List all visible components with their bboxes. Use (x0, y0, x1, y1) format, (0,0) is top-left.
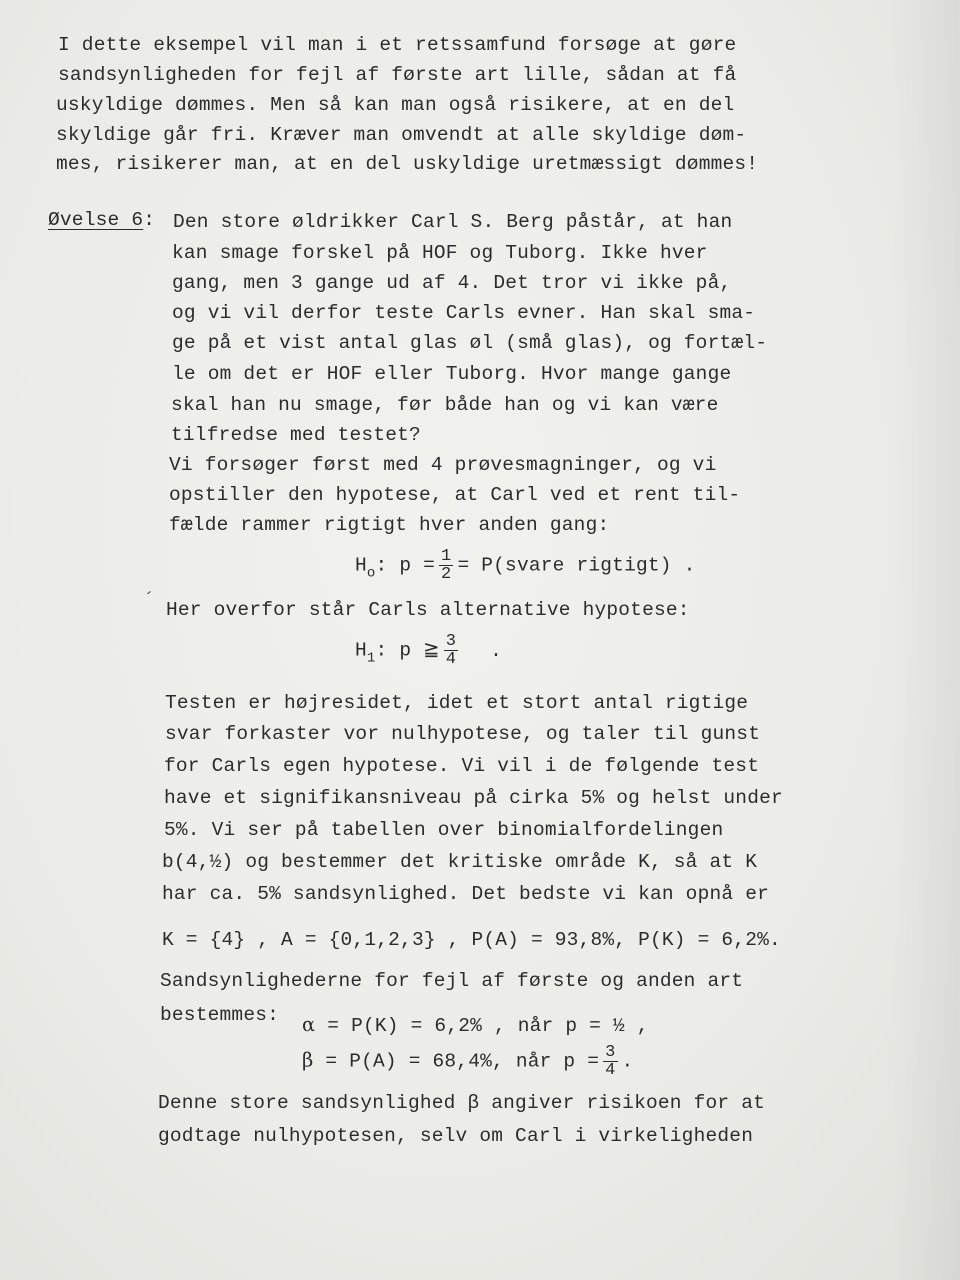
h1-denominator: 4 (445, 650, 457, 669)
paragraph-1-line-3: uskyldige dømmes. Men så kan man også risikere, at en del (56, 94, 735, 116)
h0-mid: : p = (375, 554, 436, 577)
exercise-line-8: tilfredse med testet? (171, 424, 421, 446)
h0-fraction (439, 548, 453, 583)
h1-symbol: H (355, 639, 367, 662)
alpha-text: = P(K) = 6,2% , når p = ½ , (315, 1015, 649, 1037)
exercise-line-1: Den store øldrikker Carl S. Berg påstår, at han (173, 211, 733, 233)
h0-tail: = P(svare rigtigt) . (457, 554, 696, 577)
beta-tail: . (621, 1050, 634, 1073)
margin-mark: ´ (143, 590, 156, 613)
h0-formula (355, 548, 695, 586)
h1-relation: ≧ (423, 637, 440, 661)
paragraph-4-line-1: Denne store sandsynlighed β angiver risikoen for at (158, 1092, 765, 1114)
paragraph-2-line-4: have et signifikansniveau på cirka 5% og helst under (164, 787, 783, 809)
alternative-hypothesis-line: Her overfor står Carls alternative hypotese: (166, 599, 690, 621)
beta-symbol: β (302, 1048, 314, 1072)
exercise-line-10: opstiller den hypotese, at Carl ved et rent til- (169, 484, 741, 506)
exercise-line-3: gang, men 3 gange ud af 4. Det tror vi ikke på, (172, 272, 732, 294)
paragraph-2-line-7: har ca. 5% sandsynlighed. Det bedste vi kan opnå er (162, 883, 769, 905)
h0-numerator: 1 (441, 547, 452, 566)
paragraph-2-line-1: Testen er højresidet, idet et stort antal rigtige (165, 692, 749, 714)
exercise-line-9: Vi forsøger først med 4 prøvesmagninger, og vi (169, 454, 717, 476)
h0-symbol: H (355, 554, 367, 577)
beta-line (302, 1044, 633, 1079)
h1-fraction (444, 633, 458, 668)
exercise-line-5: ge på et vist antal glas øl (små glas), og fortæl- (172, 332, 768, 354)
beta-fraction (603, 1044, 617, 1079)
exercise-heading (48, 208, 155, 232)
critical-region-line: K = {4} , A = {0,1,2,3} , P(A) = 93,8%, P(K) = 6,2%. (162, 929, 781, 951)
paragraph-2-line-3: for Carls egen hypotese. Vi vil i de følgende test (164, 755, 760, 777)
beta-text: = P(A) = 68,4%, når p = (313, 1050, 600, 1073)
paragraph-1-line-1: I dette eksempel vil man i et retssamfund forsøge at gøre (58, 34, 737, 56)
page-edge-shadow (890, 0, 960, 1280)
h0-subscript: o (366, 565, 376, 582)
bestemmes-label: bestemmes: (160, 1004, 280, 1026)
beta-denominator: 4 (605, 1061, 616, 1080)
paragraph-2-line-6: b(4,½) og bestemmer det kritiske område K, så at K (162, 851, 758, 873)
exercise-colon: : (143, 209, 156, 231)
exercise-line-4: og vi vil derfor teste Carls evner. Han skal sma- (172, 302, 756, 324)
paragraph-1-line-2: sandsynligheden for fejl af første art lille, sådan at få (58, 64, 737, 86)
alpha-symbol: α (302, 1013, 316, 1036)
h0-denominator: 2 (441, 565, 452, 584)
paragraph-2-line-5: 5%. Vi ser på tabellen over binomialfordelingen (164, 819, 724, 841)
exercise-line-6: le om det er HOF eller Tuborg. Hvor mange gange (172, 363, 732, 385)
exercise-line-11: fælde rammer rigtigt hver anden gang: (169, 514, 610, 536)
h1-tail: . (490, 639, 502, 662)
beta-numerator: 3 (605, 1043, 616, 1062)
h1-formula (355, 633, 502, 671)
h1-numerator: 3 (445, 632, 457, 651)
paragraph-1-line-4: skyldige går fri. Kræver man omvendt at alle skyldige døm- (56, 124, 747, 146)
paragraph-2-line-2: svar forkaster vor nulhypotese, og taler til gunst (165, 723, 761, 745)
exercise-line-2: kan smage forskel på HOF og Tuborg. Ikke hver (172, 242, 708, 264)
paragraph-3-line: Sandsynlighederne for fejl af første og anden art (160, 970, 744, 992)
paragraph-4-line-2: godtage nulhypotesen, selv om Carl i virkeligheden (158, 1125, 754, 1147)
exercise-label: Øvelse 6 (48, 209, 144, 231)
exercise-line-7: skal han nu smage, før både han og vi kan være (171, 394, 719, 416)
paragraph-1-line-5: mes, risikerer man, at en del uskyldige uretmæssigt dømmes! (56, 153, 759, 175)
alpha-line (302, 1013, 649, 1038)
h1-subscript: 1 (366, 650, 376, 667)
h1-mid: : p (375, 639, 412, 662)
